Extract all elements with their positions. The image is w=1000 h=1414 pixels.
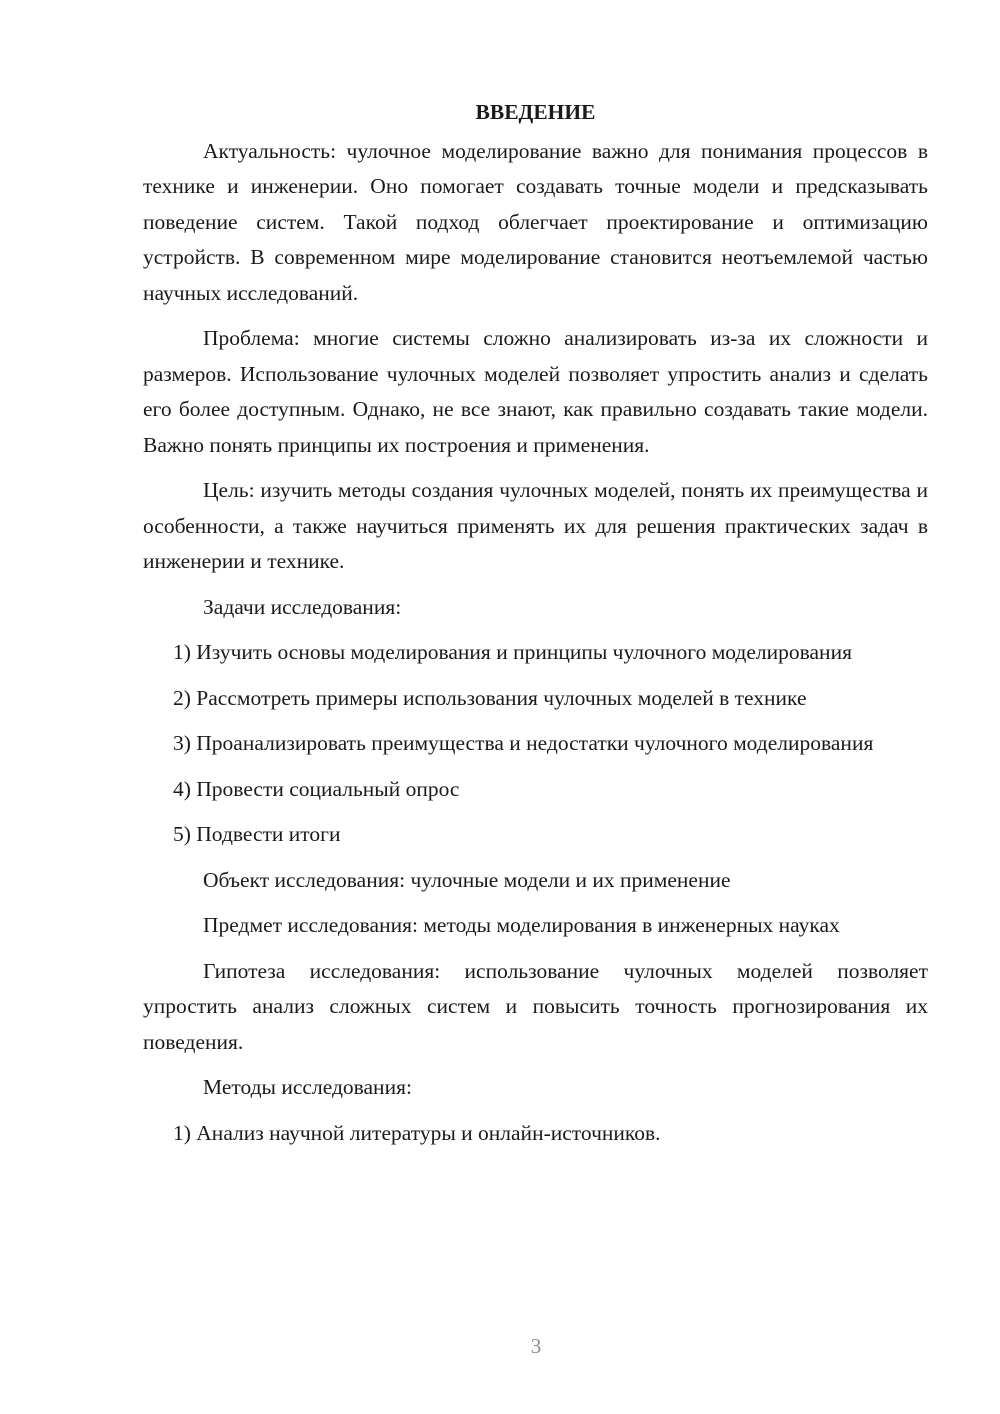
relevance-paragraph: Актуальность: чулочное моделирование важно для понимания процессов в технике и инженерии. Оно помогает создавать точные модели и предсказывать поведение систем. Такой подход облегчает проектирование и оптимизацию устройств. В современном мире моделирование становится неотъемлемой частью научных исследований. xyxy=(143,138,928,305)
task-item: 2) Рассмотреть примеры использования чулочных моделей в технике xyxy=(173,685,807,710)
task-item: 3) Проанализировать преимущества и недостатки чулочного моделирования xyxy=(173,731,874,755)
task-item: 5) Подвести итоги xyxy=(173,822,341,846)
subject-paragraph: Предмет исследования: методы моделирования в инженерных науках xyxy=(203,913,840,937)
hypothesis-paragraph: Гипотеза исследования: использование чулочных моделей позволяет упростить анализ сложных систем и повысить точность прогнозирования их поведения. xyxy=(143,958,928,1054)
goal-paragraph: Цель: изучить методы создания чулочных моделей, понять их преимущества и особенности, а также научиться применять их для решения практических задач в инженерии и технике. xyxy=(143,478,928,573)
methods-title: Методы исследования: xyxy=(203,1075,412,1099)
task-item: 4) Провести социальный опрос xyxy=(173,776,460,801)
section-heading: ВВЕДЕНИЕ xyxy=(475,100,596,124)
object-paragraph: Объект исследования: чулочные модели и их применение xyxy=(203,867,731,892)
page-content xyxy=(143,95,928,1161)
task-item: 1) Изучить основы моделирования и принципы чулочного моделирования xyxy=(173,640,852,664)
page-number: 3 xyxy=(530,1334,542,1358)
method-item: 1) Анализ научной литературы и онлайн-источников. xyxy=(173,1120,661,1145)
problem-paragraph: Проблема: многие системы сложно анализировать из-за их сложности и размеров. Использование чулочных моделей позволяет упростить анализ и сделать его более доступным. Однако, не все знают, как правильно создавать такие модели. Важно понять принципы их построения и применения. xyxy=(143,326,928,457)
tasks-title: Задачи исследования: xyxy=(203,594,402,619)
